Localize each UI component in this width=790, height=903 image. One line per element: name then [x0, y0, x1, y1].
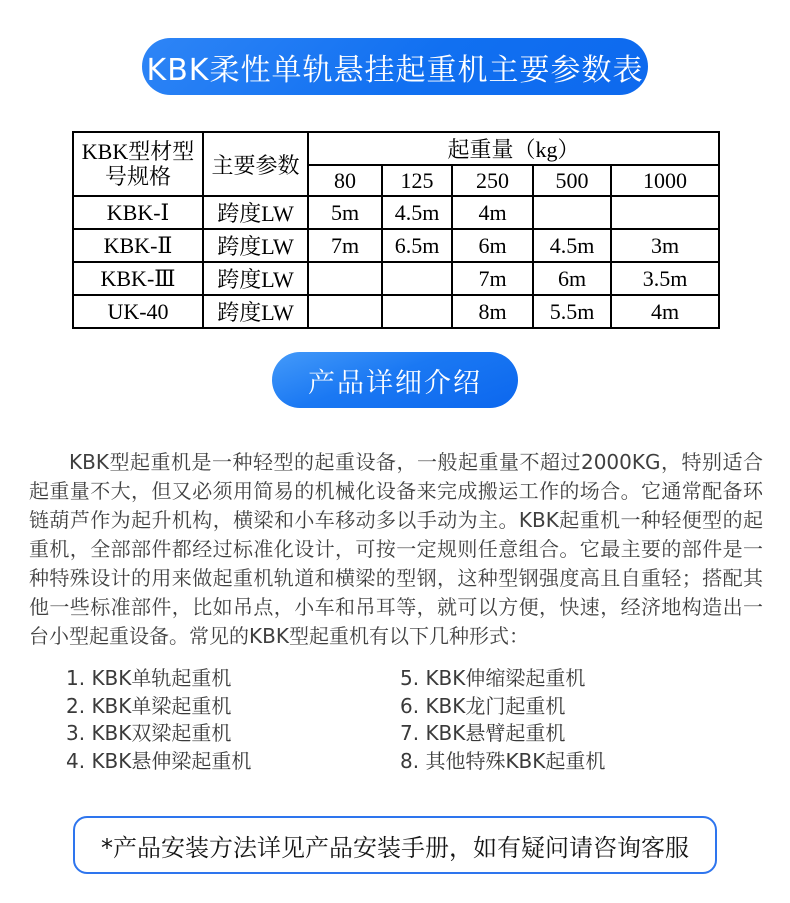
title-banner: [142, 38, 648, 95]
span-cell: [382, 295, 452, 328]
span-cell: 5.5m: [533, 295, 611, 328]
list-item: 4. KBK悬伸梁起重机: [66, 748, 252, 773]
span-cell: [382, 262, 452, 295]
list-item: 3. KBK双梁起重机: [66, 721, 232, 745]
list-item: 1. KBK单轨起重机: [66, 666, 232, 690]
span-cell: 4.5m: [382, 196, 452, 229]
capacity-col-500: 500: [533, 165, 611, 196]
capacity-col-125: 125: [382, 165, 452, 196]
span-cell: 6m: [452, 229, 533, 262]
span-cell: [611, 196, 719, 229]
table-row: [73, 262, 719, 295]
page-title: KBK柔性单轨悬挂起重机主要参数表: [146, 52, 644, 88]
param-cell: 跨度LW: [203, 262, 308, 295]
model-cell: UK-40: [73, 295, 203, 328]
model-cell: KBK-Ⅰ: [73, 196, 203, 229]
crane-type-list-right: [400, 665, 666, 775]
list-item: 2. KBK单梁起重机: [66, 693, 232, 718]
span-cell: 4m: [452, 196, 533, 229]
span-cell: 5m: [308, 196, 382, 229]
model-cell: KBK-Ⅲ: [73, 262, 203, 295]
span-cell: 7m: [452, 262, 533, 295]
installation-notice-box: [73, 816, 717, 874]
list-item: 8. 其他特殊KBK起重机: [400, 748, 606, 773]
list-item: 6. KBK龙门起重机: [400, 693, 566, 718]
span-cell: 3m: [611, 229, 719, 262]
installation-notice-text: *产品安装方法详见产品安装手册，如有疑问请咨询客服: [101, 833, 689, 862]
span-cell: 6m: [533, 262, 611, 295]
table-row: [73, 229, 719, 262]
param-cell: 跨度LW: [203, 229, 308, 262]
header-main-param: 主要参数: [203, 132, 308, 196]
parameter-table: [72, 131, 720, 329]
span-cell: 4.5m: [533, 229, 611, 262]
span-cell: 4m: [611, 295, 719, 328]
param-cell: 跨度LW: [203, 196, 308, 229]
intro-paragraph: KBK型起重机是一种轻型的起重设备，一般起重量不超过2000KG，特别适合起重量不大，但又必须用简易的机械化设备来完成搬运工作的场合。它通常配备环链葫芦作为起升机构，横梁和小车移动多以手动为主。KBK起重机一种轻便型的起重机，全部部件都经过标准化设计，可按一定规则任意组合。它最主要的部件是一种特殊设计的用来做起重机轨道和横梁的型钢，这种型钢强度高且自重轻；搭配其他一些标准部件，比如吊点，小车和吊耳等，就可以方便，快速，经济地构造出一台小型起重设备。常见的KBK型起重机有以下几种形式：: [29, 450, 763, 648]
span-cell: [308, 295, 382, 328]
span-cell: 7m: [308, 229, 382, 262]
span-cell: 8m: [452, 295, 533, 328]
span-cell: [308, 262, 382, 295]
capacity-col-250: 250: [452, 165, 533, 196]
product-detail-button[interactable]: [272, 352, 518, 408]
table-header-row-1: [73, 132, 719, 165]
span-cell: [533, 196, 611, 229]
table-row: [73, 196, 719, 229]
capacity-col-80: 80: [308, 165, 382, 196]
model-cell: KBK-Ⅱ: [73, 229, 203, 262]
span-cell: 3.5m: [611, 262, 719, 295]
param-cell: 跨度LW: [203, 295, 308, 328]
list-item: 5. KBK伸缩梁起重机: [400, 666, 586, 690]
list-item: 7. KBK悬臂起重机: [400, 721, 566, 745]
header-model-spec: KBK型材型号规格: [73, 132, 203, 196]
span-cell: 6.5m: [382, 229, 452, 262]
table-row: [73, 295, 719, 328]
header-capacity: 起重量（kg）: [308, 132, 719, 165]
crane-type-list-left: [66, 665, 400, 775]
capacity-col-1000: 1000: [611, 165, 719, 196]
crane-type-list: [66, 665, 666, 775]
product-detail-button-label: 产品详细介绍: [308, 367, 482, 399]
